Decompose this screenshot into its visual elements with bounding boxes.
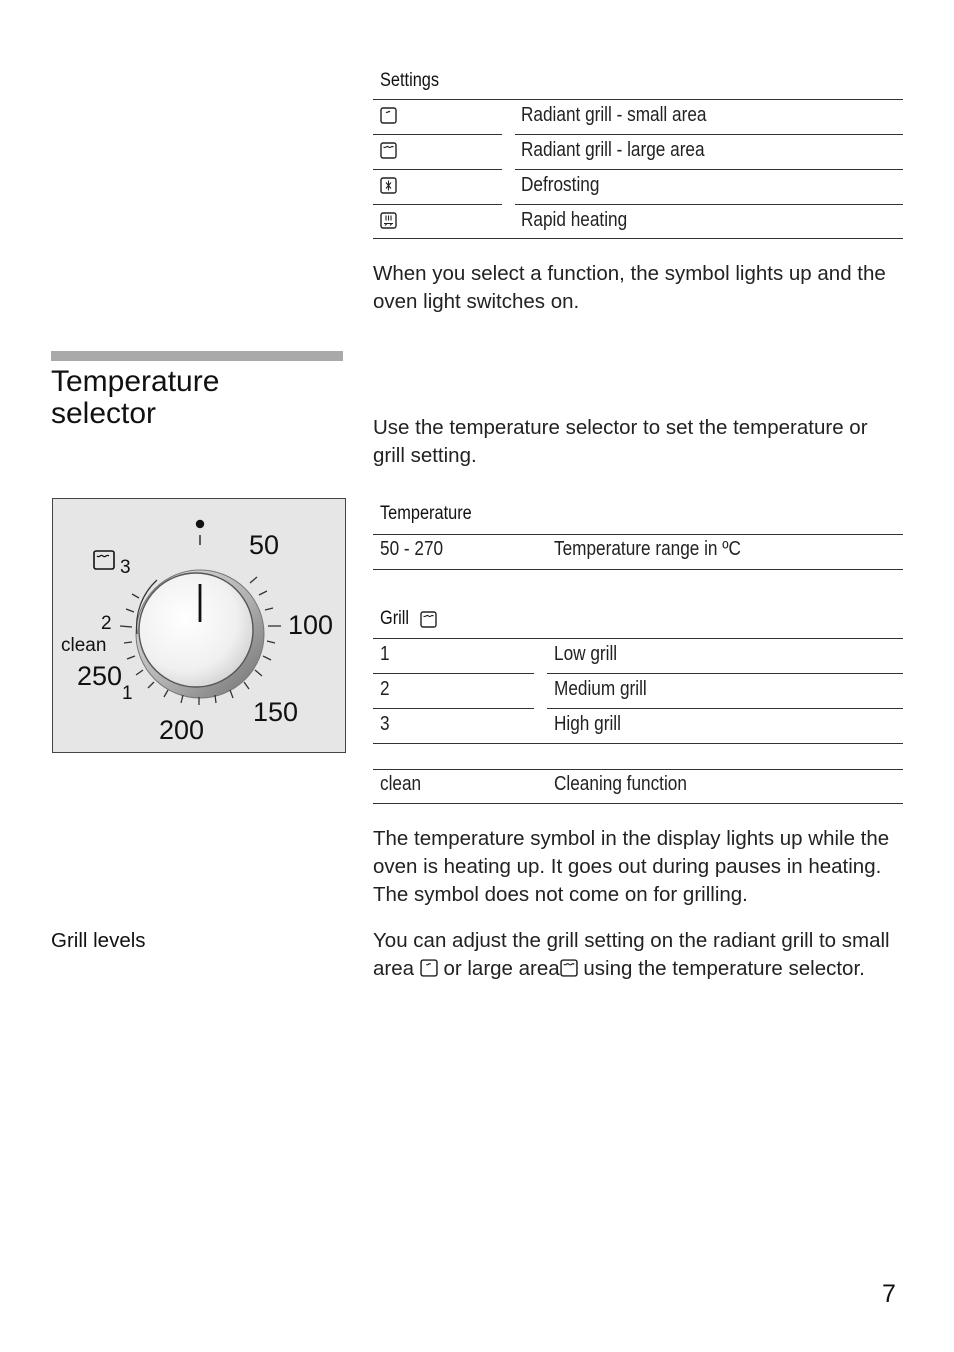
section-heading [51, 366, 219, 430]
table-rule [373, 708, 534, 709]
temperature-dial-illustration [52, 498, 346, 753]
table-rule [373, 534, 903, 535]
dial-label-grill-3: 3 [120, 557, 131, 578]
section-divider-bar [51, 351, 343, 361]
table-rule [515, 134, 903, 135]
grill-levels-text-part2: or large area [443, 957, 560, 980]
grill-row-value: Medium grill [554, 678, 647, 700]
grill-levels-text-part1: You can adjust the grill setting on the radiant grill to small area [373, 929, 890, 980]
table-rule [515, 204, 903, 205]
dial-label-100: 100 [288, 610, 334, 640]
clean-row-key: clean [380, 773, 422, 795]
page-number: 7 [882, 1280, 896, 1308]
grill-table-title: Grill [380, 608, 410, 629]
table-rule [373, 638, 903, 639]
table-rule [373, 673, 534, 674]
settings-table-title: Settings [380, 70, 440, 91]
table-rule [515, 169, 903, 170]
radiant-grill-small-inline-icon [420, 957, 438, 975]
section-heading-line2: selector [51, 397, 157, 430]
table-rule [373, 803, 903, 804]
grill-table-icon [420, 611, 437, 628]
radiant-grill-large-inline-icon [560, 957, 578, 975]
settings-row-label: Radiant grill - small area [521, 104, 707, 126]
settings-row-label: Radiant grill - large area [521, 139, 705, 161]
grill-row-key: 1 [380, 643, 390, 665]
table-rule [547, 673, 903, 674]
table-rule [373, 569, 903, 570]
grill-levels-text-part3: using the temperature selector. [583, 957, 865, 980]
temperature-row-value: Temperature range in ºC [554, 538, 741, 560]
table-rule [373, 743, 903, 744]
grill-row-value: Low grill [554, 643, 618, 665]
rapid-heating-icon [380, 212, 397, 229]
table-rule [373, 204, 502, 205]
dial-graphic [53, 499, 345, 752]
radiant-grill-large-icon [380, 142, 397, 159]
dial-label-200: 200 [159, 715, 205, 745]
grill-levels-label: Grill levels [51, 929, 146, 952]
table-rule [547, 708, 903, 709]
grill-levels-text [373, 927, 903, 983]
table-rule [373, 99, 903, 100]
dial-label-grill-1: 1 [122, 683, 133, 704]
temperature-row-key: 50 - 270 [380, 538, 444, 560]
defrost-icon [380, 177, 397, 194]
dial-label-50: 50 [249, 530, 280, 560]
dial-label-250: 250 [77, 661, 123, 691]
dial-dot-icon [196, 520, 204, 528]
grill-row-key: 2 [380, 678, 390, 700]
dial-label-150: 150 [253, 697, 299, 727]
dial-knob[interactable] [139, 573, 253, 687]
section-heading-line1: Temperature [51, 365, 220, 398]
dial-label-clean: clean [61, 635, 107, 656]
settings-row-label: Rapid heating [521, 209, 628, 231]
settings-note: When you select a function, the symbol lights up and the oven light switches on. [373, 262, 886, 313]
table-rule [373, 238, 903, 239]
temperature-table-title: Temperature [380, 503, 472, 524]
table-rule [373, 769, 903, 770]
table-rule [373, 134, 502, 135]
temp-symbol-note: The temperature symbol in the display lights up while the oven is heating up. It goes out during pauses in heating. The symbol does not come on for grilling. [373, 827, 890, 906]
dial-label-grill-2: 2 [101, 613, 112, 634]
clean-row-value: Cleaning function [554, 773, 687, 795]
section-intro: Use the temperature selector to set the temperature or grill setting. [373, 416, 868, 467]
grill-icon [94, 551, 114, 569]
settings-row-label: Defrosting [521, 174, 600, 196]
radiant-grill-small-icon [380, 107, 397, 124]
table-rule [373, 169, 502, 170]
grill-row-key: 3 [380, 713, 390, 735]
grill-row-value: High grill [554, 713, 621, 735]
